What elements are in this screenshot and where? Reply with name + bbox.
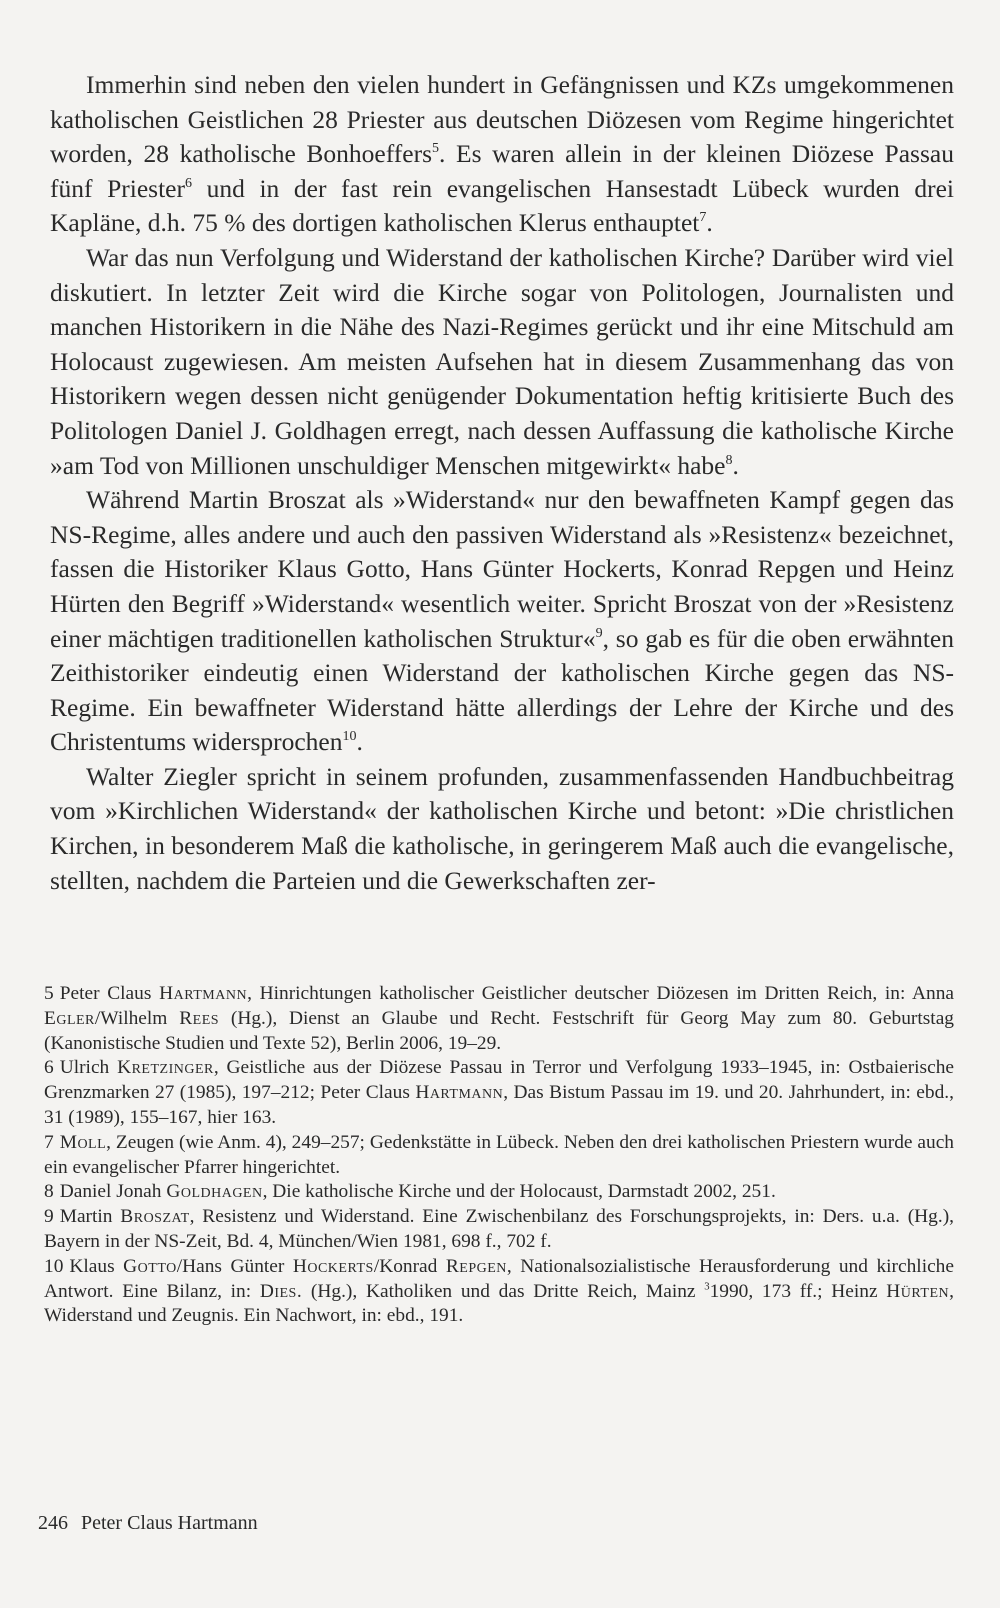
footnote: 9 Martin Broszat, Resistenz und Widerstand. Eine Zwischenbilanz des Forschungsprojekts, in: Ders. u.a. (Hg.), Bayern in der NS-Zeit, Bd. 4, München/Wien 1981, 698 f., 702 f. <box>44 1206 954 1252</box>
paragraph: Walter Ziegler spricht in seinem profunden, zusammenfassenden Handbuchbeitrag vom »Kirchlichen Widerstand« der katholischen Kirche und betont: »Die christlichen Kirchen, in besonderem Maß die katholische, in geringerem Maß auch die evangelische, stellten, nachdem die Parteien und die Gewerkschaften zer- <box>50 761 954 895</box>
footnotes <box>44 982 954 1329</box>
author-name: Goldhagen <box>166 1181 263 1203</box>
footnote: 7 Moll, Zeugen (wie Anm. 4), 249–257; Gedenkstätte in Lübeck. Neben den drei katholischen Priestern wurde auch ein evangelischer Pfarrer hingerichtet. <box>44 1131 954 1178</box>
author-name: Dies. <box>259 1280 303 1302</box>
footnote-ref: 10 <box>342 729 357 745</box>
page-number: 246 <box>38 1512 68 1534</box>
footnote-ref: 6 <box>184 175 192 191</box>
author-name: Gotto <box>123 1255 177 1277</box>
footnote: 10 Klaus Gotto/Hans Günter Hockerts/Konrad Repgen, Nationalsozialistische Herausforderung und kirchliche Antwort. Eine Bilanz, in: Dies. (Hg.), Katholiken und das Dritte Reich, Mainz $^3$1990, 173 ff.; Heinz Hürten, Widerstand und Zeugnis. Ein Nachwort, in: ebd., 191. <box>44 1255 954 1327</box>
author-name: Hockerts <box>292 1255 374 1277</box>
author-name: Moll <box>59 1131 107 1153</box>
author-name: Broszat <box>120 1206 190 1228</box>
page-footer <box>38 1512 258 1535</box>
footnote: 6 Ulrich Kretzinger, Geistliche aus der Diözese Passau in Terror und Verfolgung 1933–1945, in: Ostbaierische Grenzmarken 27 (1985), 197–212; Peter Claus Hartmann, Das Bistum Passau im 19. und 20. Jahrhundert, in: ebd., 31 (1989), 155–167, hier 163. <box>44 1057 955 1128</box>
paragraph: Immerhin sind neben den vielen hundert in Gefängnissen und KZs umgekommenen katholischen Geistlichen 28 Priester aus deutschen Diözesen vom Regime hingerichtet worden, 28 katholische Bonhoeffers$^5$. Es waren allein in der kleinen Diözese Passau fünf Priester$^6$ und in der fast rein evangelischen Hansestadt Lübeck wurden drei Kapläne, d.h. 75 % des dortigen katholischen Klerus enthauptet$^7$. <box>50 70 954 238</box>
footnote: 8 Daniel Jonah Goldhagen, Die katholische Kirche und der Holocaust, Darmstadt 2002, 251. <box>44 1181 776 1203</box>
author-name: Hartmann <box>415 1082 504 1104</box>
footnote: 5 Peter Claus Hartmann, Hinrichtungen katholischer Geistlicher deutscher Diözesen im Dritten Reich, in: Anna Egler/Wilhelm Rees (Hg.), Dienst an Glaube und Recht. Festschrift für Georg May zum 80. Geburtstag (Kanonistische Studien und Texte 52), Berlin 2006, 19–29. <box>44 983 954 1054</box>
footnote-number: 5 <box>44 983 54 1004</box>
footnote-ref: 3 <box>704 1280 710 1293</box>
footnote-number: 9 <box>44 1206 54 1228</box>
main-text <box>50 68 954 898</box>
footnote-number: 10 <box>44 1255 64 1277</box>
author-name: Repgen <box>445 1255 507 1277</box>
author-name: Kretzinger <box>117 1057 214 1079</box>
footnote-ref: 5 <box>432 141 440 157</box>
footnote-ref: 8 <box>725 452 733 468</box>
author-name: Rees <box>179 1007 220 1029</box>
author-name: Hürten <box>886 1280 950 1302</box>
footnote-number: 8 <box>44 1181 54 1203</box>
paragraph: Während Martin Broszat als »Widerstand« nur den bewaffneten Kampf gegen das NS-Regime, alles andere und auch den passiven Widerstand als »Resistenz« bezeichnet, fassen die Historiker Klaus Gotto, Hans Günter Hockerts, Konrad Repgen und Heinz Hürten den Begriff »Widerstand« wesentlich weiter. Spricht Broszat von der »Resistenz einer mächtigen traditionellen katholischen Struktur«$^9$, so gab es für die oben erwähnten Zeithistoriker eindeutig einen Widerstand der katholischen Kirche gegen das NS-Regime. Ein bewaffneter Widerstand hätte allerdings der Lehre der Kirche und des Christentums widersprochen$^{10}$. <box>50 485 955 757</box>
author-name: Hartmann <box>159 983 248 1004</box>
footnote-number: 7 <box>44 1131 54 1153</box>
footnote-ref: 9 <box>595 625 603 641</box>
author-name: Egler <box>44 1007 95 1029</box>
paragraph: War das nun Verfolgung und Widerstand der katholischen Kirche? Darüber wird viel diskutiert. In letzter Zeit wird die Kirche sogar von Politologen, Journalisten und manchen Historikern in die Nähe des Nazi-Regimes gerückt und ihr eine Mitschuld am Holocaust zugewiesen. Am meisten Aufsehen hat in diesem Zusammenhang das von Historikern wegen dessen nicht genügender Dokumentation heftig kritisierte Buch des Politologen Daniel J. Goldhagen erregt, nach dessen Auffassung die katholische Kirche »am Tod von Millionen unschuldiger Menschen mitgewirkt« habe$^8$. <box>50 242 954 480</box>
running-head: Peter Claus Hartmann <box>81 1512 258 1534</box>
footnote-ref: 7 <box>699 210 707 226</box>
footnote-number: 6 <box>44 1057 54 1079</box>
